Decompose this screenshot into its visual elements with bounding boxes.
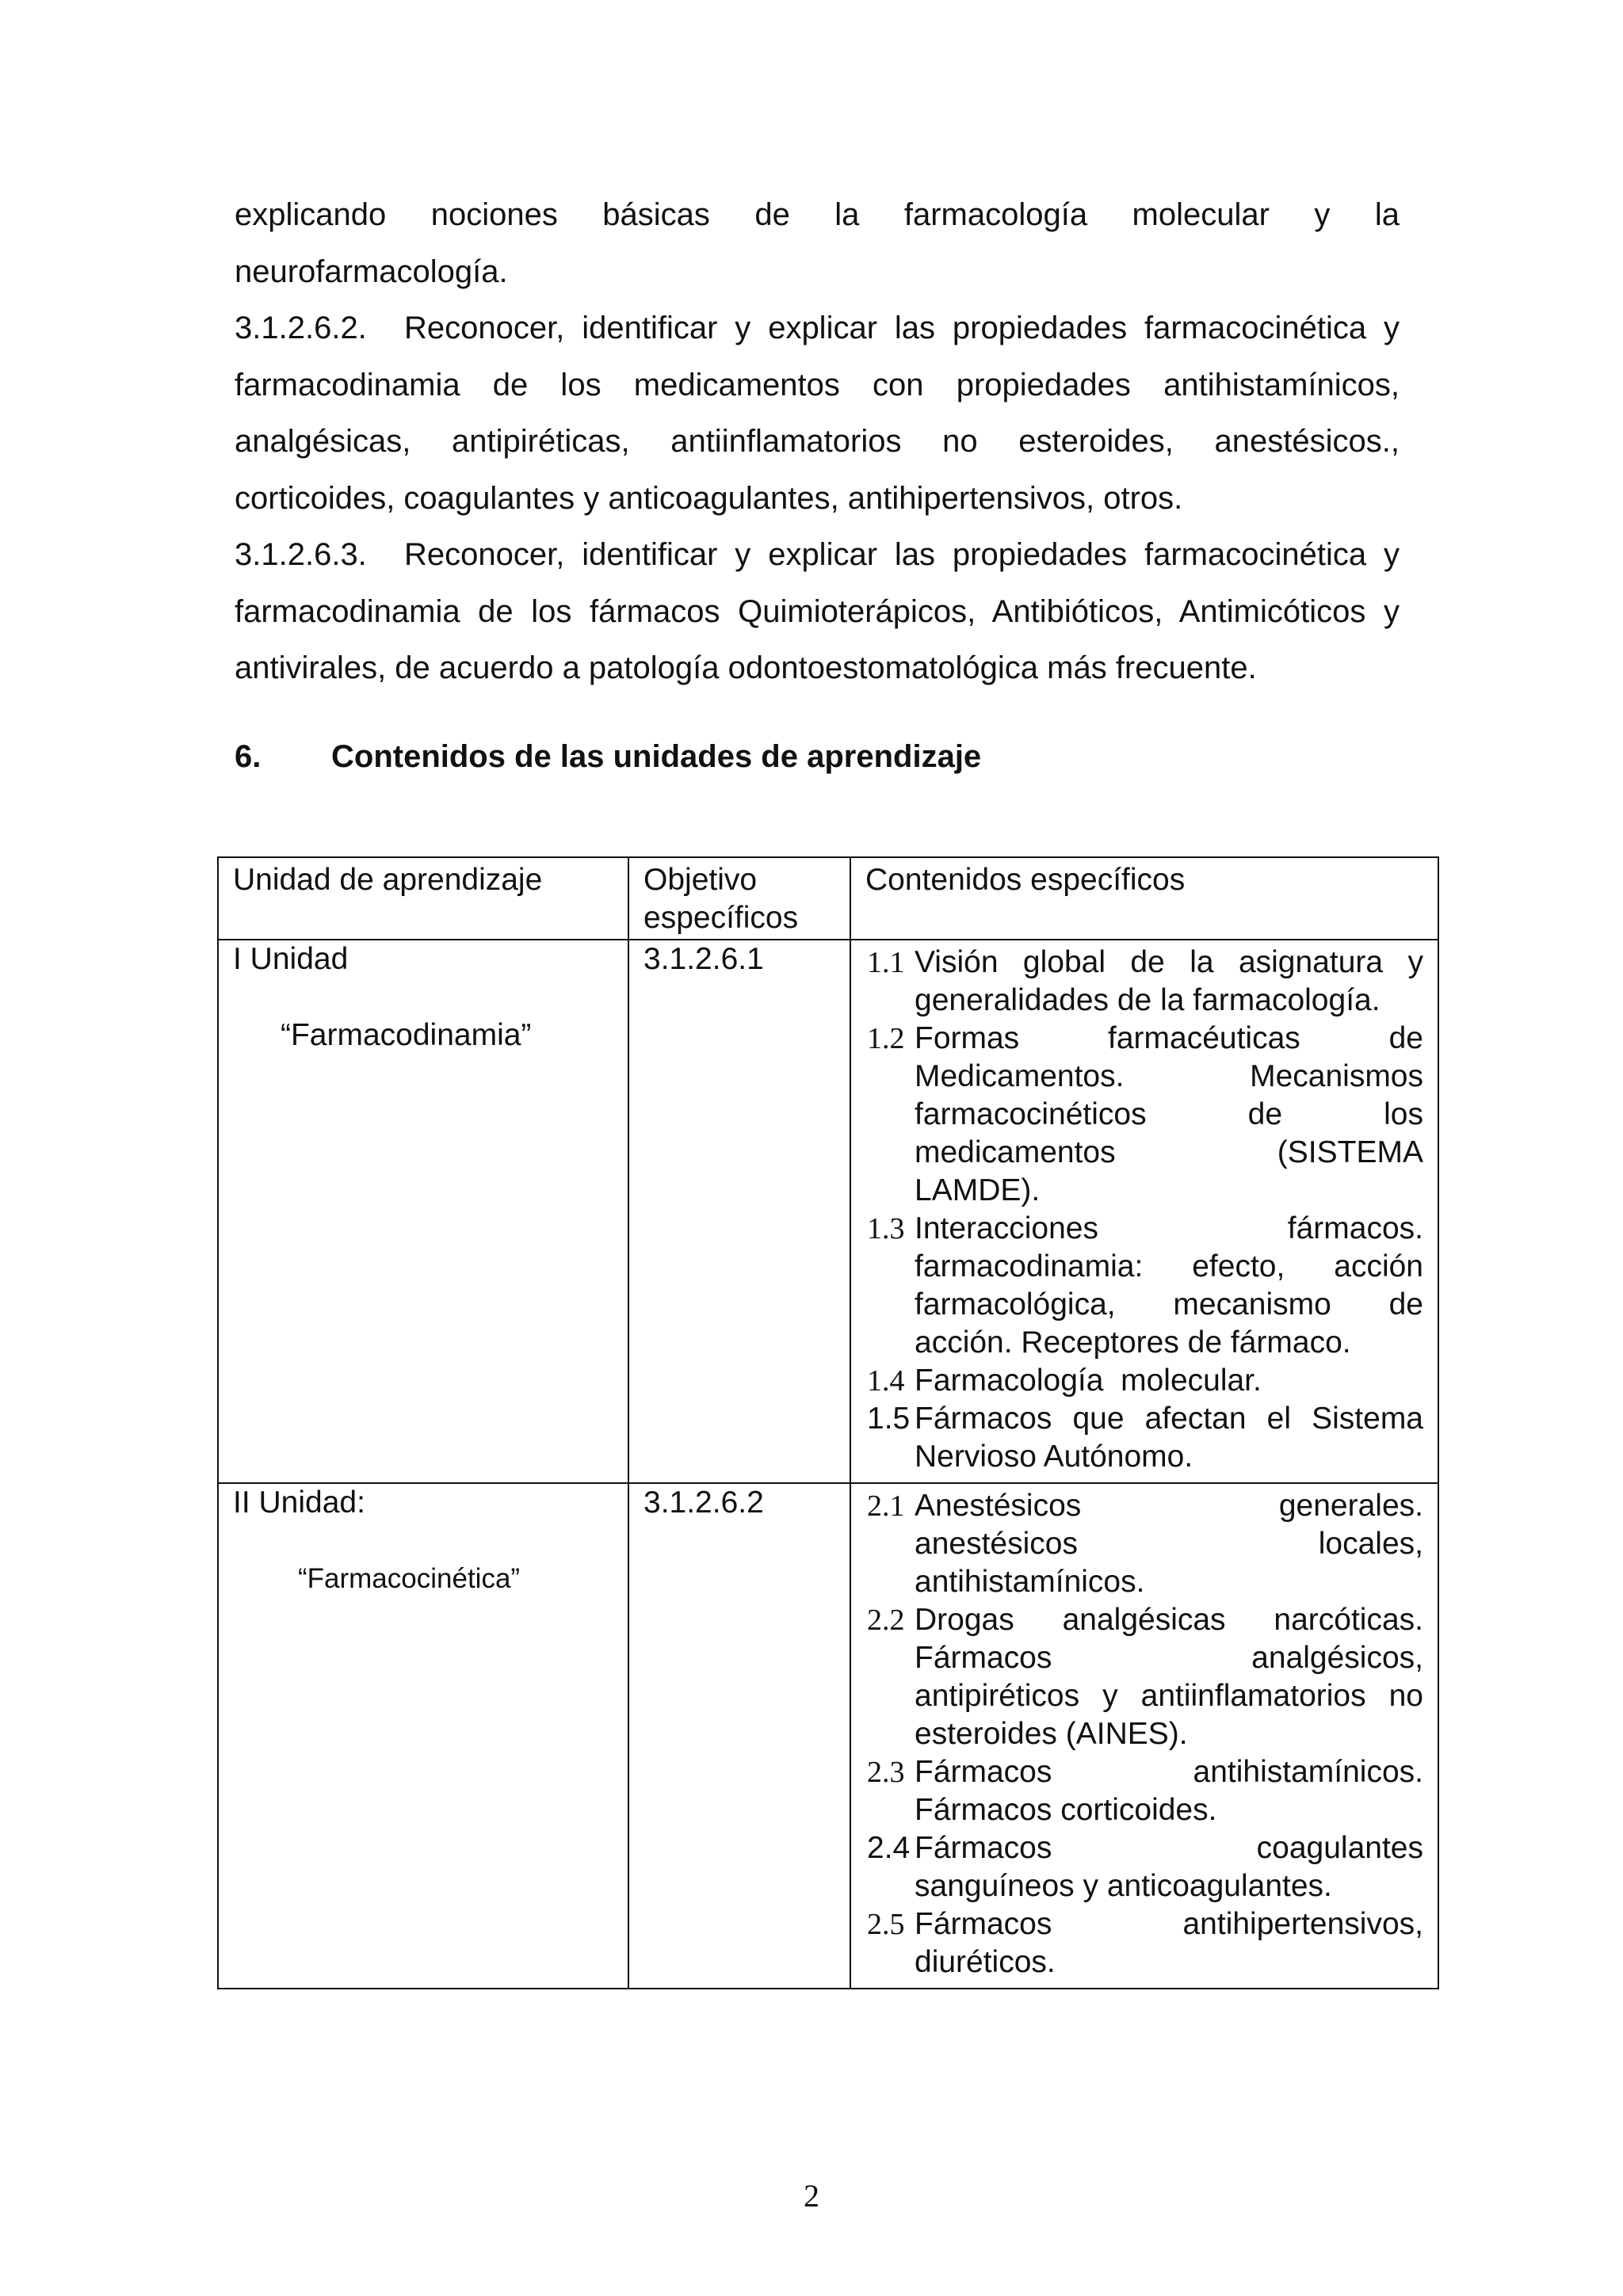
item-number: 2.4: [867, 1831, 911, 1865]
table-row: [218, 940, 1438, 1483]
item-text: Formas farmacéuticas de Medicamentos. Mecanismos farmacocinéticos de los medicamentos (SISTEMA LAMDE).: [915, 1021, 1423, 1207]
item-text: Farmacología molecular.: [915, 1363, 1262, 1398]
item-text: Drogas analgésicas narcóticas. Fármacos analgésicos, antipiréticos y antiinflamatorios no esteroides (AINES).: [915, 1603, 1423, 1751]
paragraph-text: Reconocer, identificar y explicar las propiedades farmacocinética y: [404, 311, 1400, 345]
table-row: [218, 1483, 1438, 1989]
learning-units-table: [217, 856, 1439, 1989]
item-text: Fármacos coagulantes sanguíneos y anticoagulantes.: [915, 1831, 1423, 1903]
paragraph-line: analgésicas, antipiréticas, antiinflamatorios no esteroides, anestésicos.,: [235, 424, 1400, 459]
section-heading: [235, 733, 981, 780]
objective-value: 3.1.2.6.1: [643, 942, 764, 976]
paragraph-intro: [235, 187, 1400, 300]
unit-label: I Unidad: [233, 942, 349, 976]
contents-list: [851, 1484, 1438, 1988]
contents-list: [851, 940, 1438, 1482]
paragraph-line: [235, 300, 1400, 357]
item-text: Fármacos antihistamínicos. Fármacos corticoides.: [915, 1755, 1423, 1827]
item-number: 1.4: [867, 1364, 905, 1398]
objective-value: 3.1.2.6.2: [643, 1486, 764, 1520]
contents-cell: [850, 940, 1438, 1483]
item-text: Visión global de la asignatura y generalidades de la farmacología.: [915, 945, 1423, 1017]
list-item: [867, 944, 1423, 1020]
header-objective: Objetivo específicos: [628, 857, 850, 940]
list-item: [867, 1400, 1423, 1476]
list-item: [867, 1487, 1423, 1601]
paragraph-line: neurofarmacología.: [235, 254, 508, 289]
list-item: [867, 1753, 1423, 1829]
list-item: [867, 1020, 1423, 1210]
list-item: [867, 1905, 1423, 1981]
list-item: [867, 1829, 1423, 1905]
item-text: Interacciones fármacos. farmacodinamia: efecto, acción farmacológica, mecanismo de acción. Receptores de fármaco.: [915, 1211, 1423, 1360]
section-number: 6.: [235, 739, 262, 774]
paragraph-line: farmacodinamia de los medicamentos con propiedades antihistamínicos,: [235, 367, 1400, 402]
item-number: 1.5: [867, 1402, 911, 1436]
list-item: [867, 1210, 1423, 1362]
item-text: Fármacos antihipertensivos, diuréticos.: [915, 1907, 1423, 1979]
item-number: 2.1: [867, 1489, 905, 1523]
paragraph-line: antivirales, de acuerdo a patología odontoestomatológica más frecuente.: [235, 650, 1257, 685]
unit-label: II Unidad:: [233, 1486, 365, 1520]
paragraph-line: explicando nociones básicas de la farmacología molecular y la: [235, 197, 1400, 232]
page-number: 2: [804, 2178, 819, 2214]
item-number: 2.5: [867, 1908, 905, 1941]
item-number: 2.2: [867, 1604, 905, 1637]
header-contents: Contenidos específicos: [850, 857, 1438, 940]
list-item: [867, 1362, 1423, 1400]
item-text: Anestésicos generales. anestésicos locales, antihistamínicos.: [915, 1489, 1423, 1599]
objective-3-1-2-6-2: [235, 300, 1400, 527]
objective-3-1-2-6-3: [235, 527, 1400, 697]
paragraph-text: Reconocer, identificar y explicar las propiedades farmacocinética y: [404, 537, 1400, 572]
unit-cell: [218, 940, 628, 1483]
item-number: 2.3: [867, 1756, 905, 1789]
objective-cell: [628, 1483, 850, 1989]
paragraph-line: farmacodinamia de los fármacos Quimioterápicos, Antibióticos, Antimicóticos y: [235, 593, 1400, 629]
list-item: [867, 1601, 1423, 1753]
objective-number: 3.1.2.6.3.: [235, 537, 367, 572]
unit-name: “Farmacocinética”: [298, 1563, 521, 1594]
paragraph-line: [235, 527, 1400, 584]
objective-cell: [628, 940, 850, 1483]
item-number: 1.1: [867, 946, 905, 979]
paragraph-line: corticoides, coagulantes y anticoagulantes, antihipertensivos, otros.: [235, 480, 1183, 516]
section-title: Contenidos de las unidades de aprendizaje: [331, 739, 982, 774]
objective-number: 3.1.2.6.2.: [235, 311, 367, 345]
item-number: 1.3: [867, 1212, 905, 1245]
unit-cell: [218, 1483, 628, 1989]
unit-name: “Farmacodinamia”: [281, 1018, 532, 1052]
contents-cell: [850, 1483, 1438, 1989]
item-text: Fármacos que afectan el Sistema Nervioso Autónomo.: [915, 1402, 1423, 1474]
table-header-row: [218, 857, 1438, 940]
item-number: 1.2: [867, 1022, 905, 1055]
header-unit: Unidad de aprendizaje: [218, 857, 628, 940]
